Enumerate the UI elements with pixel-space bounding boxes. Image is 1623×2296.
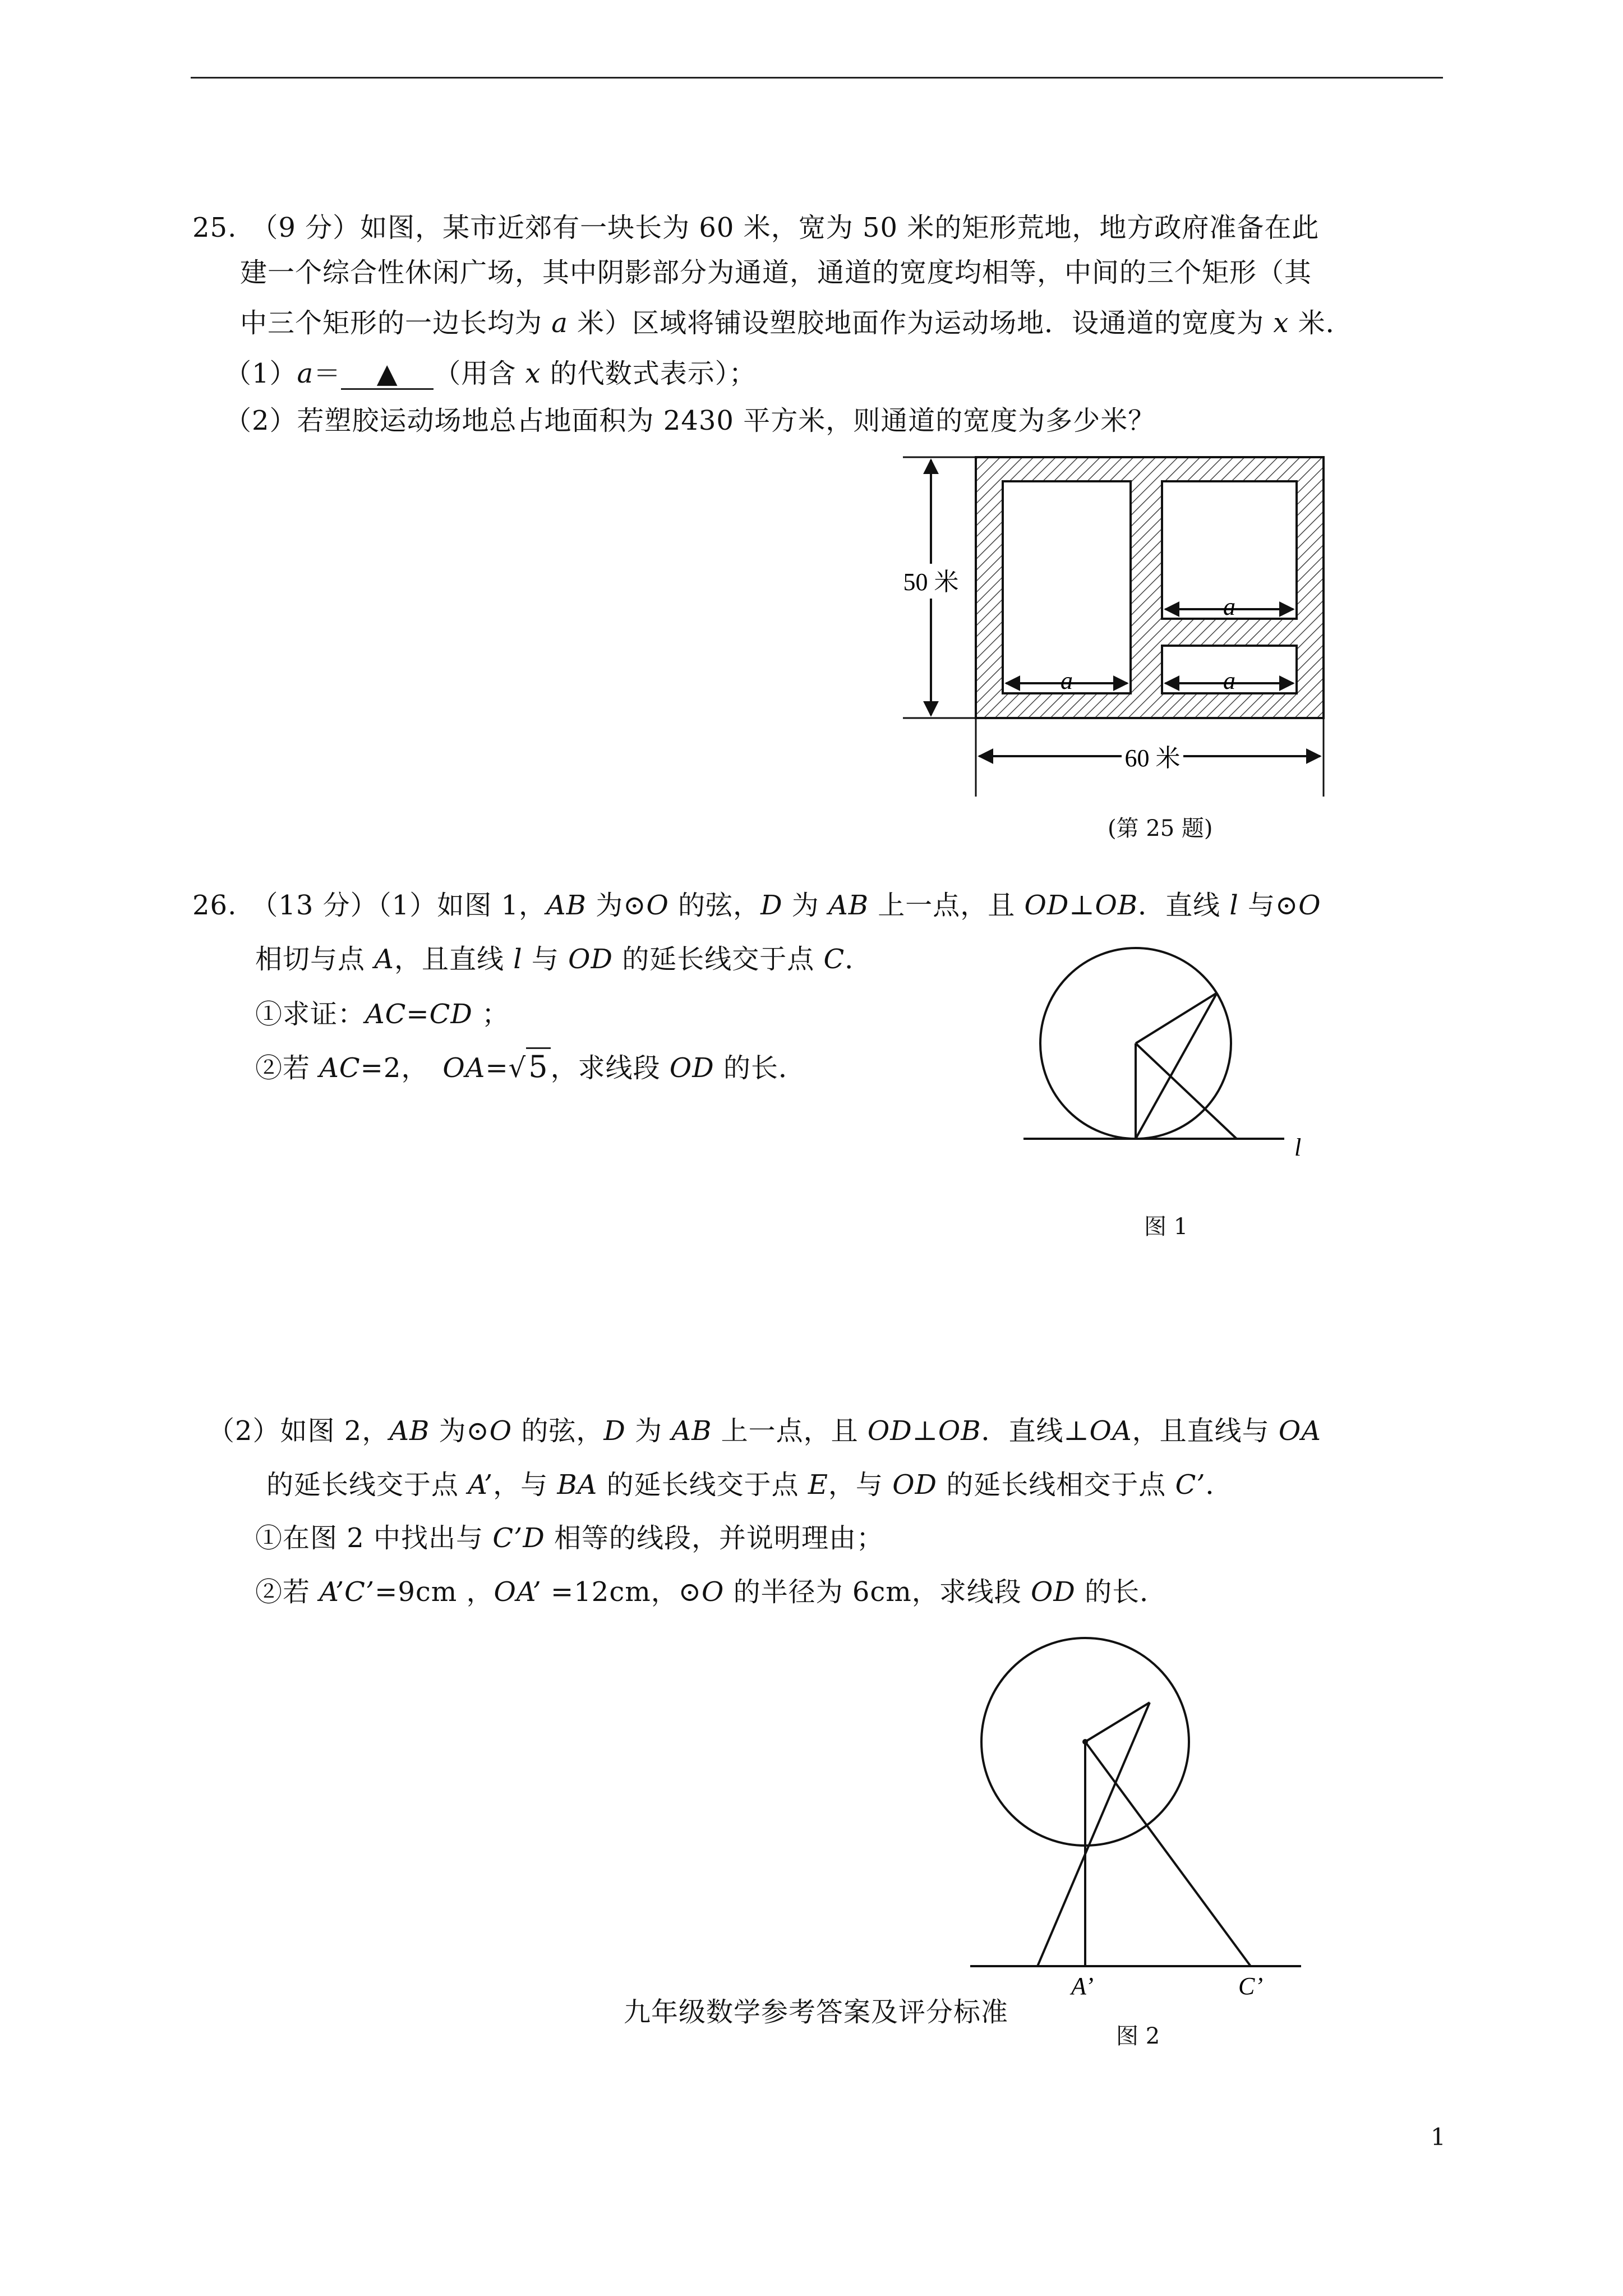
segment-o-c-prime (1085, 1742, 1251, 1966)
center-point-o (1082, 1739, 1088, 1745)
a-label-bottom-right: a (1223, 667, 1235, 694)
q26-sub1: ①求证：AC=CD ； (255, 999, 510, 1030)
header-rule (191, 77, 1443, 79)
answer-blank: ▲ (341, 359, 434, 390)
a-label-left: a (1061, 667, 1073, 694)
figure-1-circle (1009, 931, 1324, 1178)
q26-sub2: ②若 AC=2， OA=√5，求线段 OD 的长． (255, 1049, 806, 1086)
left-field (1003, 481, 1131, 693)
a-label-top-right: a (1223, 593, 1235, 620)
q26-part2-line1: （2）如图 2，AB 为⊙O 的弦，D 为 AB 上一点，且 OD⊥OB．直线⊥OA，且直线与 OA (208, 1415, 1321, 1447)
figure-1-caption: 图 1 (1144, 1214, 1188, 1240)
a-prime-label: A’ (1071, 1972, 1094, 2000)
figure-2-caption: 图 2 (1116, 2023, 1160, 2049)
figure-2-circle (965, 1630, 1312, 2000)
q26-line2: 相切与点 A，且直线 l 与 OD 的延长线交于点 C． (255, 944, 873, 975)
segment-ob (1136, 993, 1217, 1043)
height-label: 50 米 (903, 568, 959, 596)
answer-key-title: 九年级数学参考答案及评分标准 (624, 1996, 1009, 2028)
q26-part2-line2: 的延长线交于点 A’，与 BA 的延长线交于点 E，与 OD 的延长线相交于点 C’． (266, 1469, 1233, 1501)
sqrt-symbol: √5 (509, 1049, 551, 1086)
q25-rectangle-figure (875, 449, 1346, 808)
q25-line3: 中三个矩形的一边长均为 a 米）区域将铺设塑胶地面作为运动场地．设通道的宽度为 x 米． (240, 307, 1353, 339)
q25-part2: （2）若塑胶运动场地总占地面积为 2430 平方米，则通道的宽度为多少米？ (224, 405, 1156, 436)
segment-ob-2 (1085, 1703, 1150, 1742)
q26-part2-sub1: ①在图 2 中找出与 C’D 相等的线段，并说明理由； (255, 1522, 884, 1554)
c-prime-label: C’ (1238, 1972, 1263, 2000)
q25-part1: （1）a＝ ▲ （用含 x 的代数式表示）； (224, 358, 757, 389)
q26-part2-sub2: ②若 A’C’=9cm ，OA’ =12cm，⊙O 的半径为 6cm，求线段 OD 的长． (255, 1576, 1168, 1608)
q25-line2: 建一个综合性休闲广场，其中阴影部分为通道，通道的宽度均相等，中间的三个矩形（其 (240, 257, 1312, 288)
width-label: 60 米 (1124, 744, 1181, 772)
line-l-label: l (1294, 1134, 1302, 1161)
page-number: 1 (1431, 2123, 1446, 2151)
q25-line1: 25. （9 分）如图，某市近郊有一块长为 60 米，宽为 50 米的矩形荒地，地方政府准备在此 (192, 212, 1320, 243)
q25-caption: (第 25 题) (1108, 816, 1213, 841)
segment-ab (1136, 993, 1217, 1139)
q26-line1: 26. （13 分）（1）如图 1，AB 为⊙O 的弦，D 为 AB 上一点，且 OD⊥OB．直线 l 与⊙O (192, 890, 1321, 921)
